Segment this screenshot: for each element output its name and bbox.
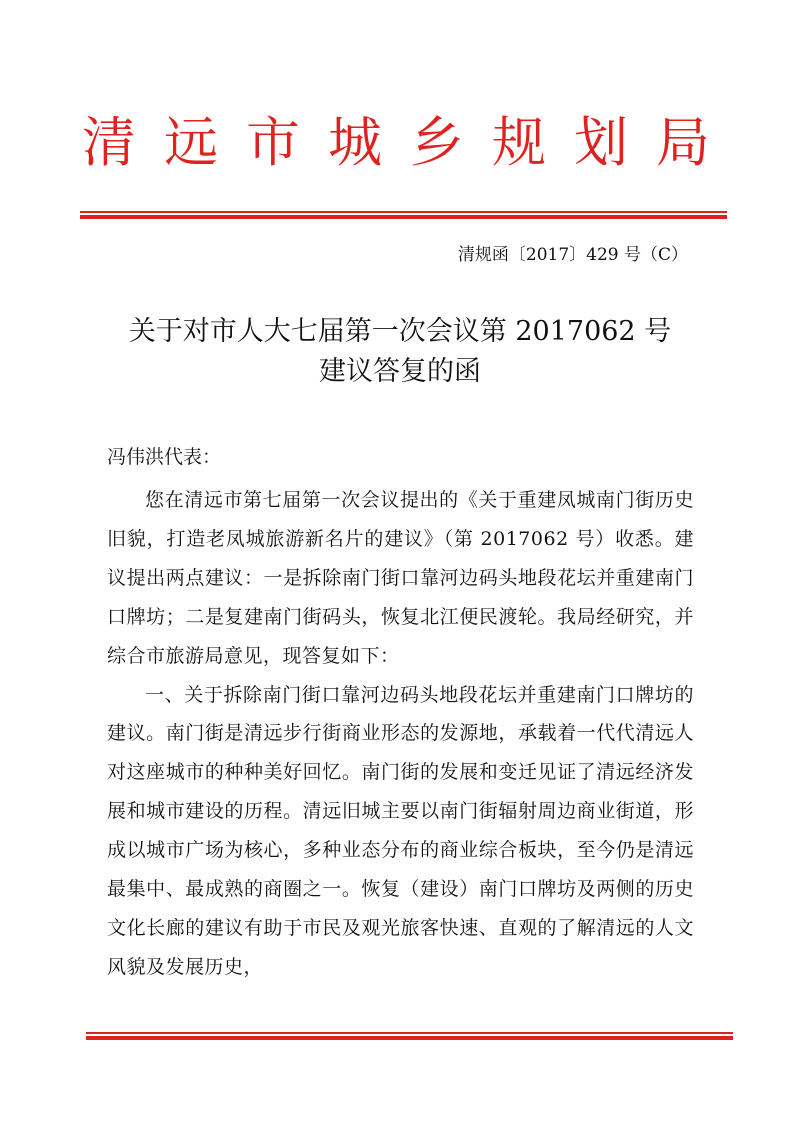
letterhead-title: 清远市城乡规划局 xyxy=(82,111,738,174)
paragraph-receipt: 您在清远市第七届第一次会议提出的《关于重建凤城南门街历史旧貌，打造老凤城旅游新名片的建议》（第 2017062 号）收悉。建议提出两点建议：一是拆除南门街口靠河边码头地段花坛并重建南门口牌坊；二是复建南门街码头，恢复北江便民渡轮。我局经研究，并综合市旅游局意见，现答复如下： xyxy=(107,489,694,667)
header-rule-thin xyxy=(80,211,727,213)
paragraph-reply-point-1: 一、关于拆除南门街口靠河边码头地段花坛并重建南门口牌坊的建议。南门街是清远步行街商业形态的发源地，承载着一代代清远人对这座城市的种种美好回忆。南门街的发展和变迁见证了清远经济发展和城市建设的历程。清远旧城主要以南门街辐射周边商业街道，形成以城市广场为核心，多种业态分布的商业综合板块，至今仍是清远最集中、最成熟的商圈之一。恢复（建设）南门口牌坊及两侧的历史文化长廊的建议有助于市民及观光旅客快速、直观的了解清远的人文风貌及发展历史， xyxy=(107,683,694,978)
body-text xyxy=(107,481,694,987)
footer-rule-thick xyxy=(86,1036,733,1040)
salutation: 冯伟洪代表： xyxy=(107,446,222,468)
header-rule-thick xyxy=(80,215,727,219)
document-number: 清规函〔2017〕429 号（C） xyxy=(457,245,688,265)
footer-rule-thin xyxy=(86,1032,733,1034)
document-title-line-1: 关于对市人大七届第一次会议第 2017062 号 xyxy=(128,316,672,347)
document-title-line-2: 建议答复的函 xyxy=(319,356,481,387)
